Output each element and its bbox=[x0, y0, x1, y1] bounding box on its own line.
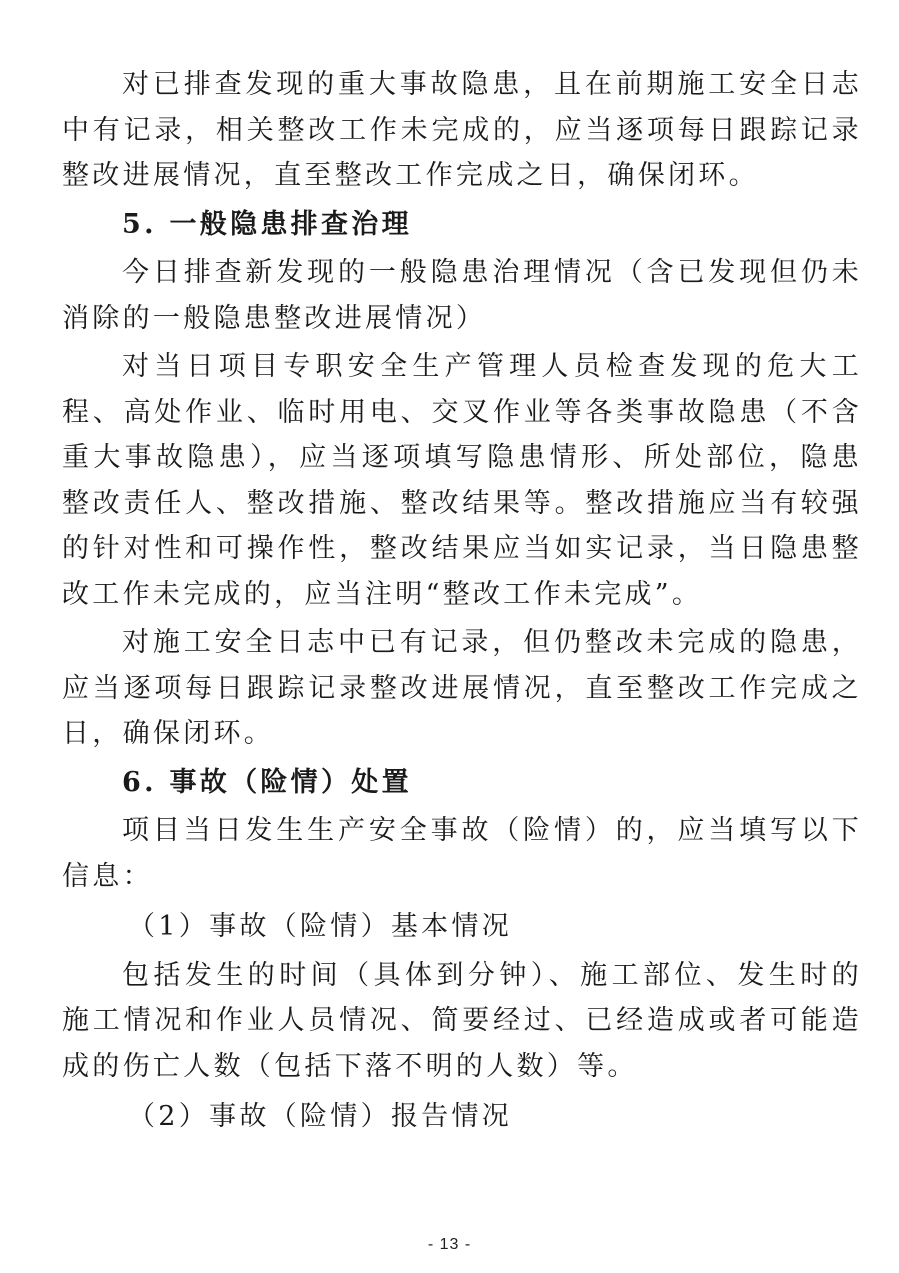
subheading-accident-basic-info: （1）事故（险情）基本情况 bbox=[128, 911, 513, 942]
subheading-accident-report: （2）事故（险情）报告情况 bbox=[128, 1101, 513, 1132]
paragraph-general-hazard-tracking: 对施工安全日志中已有记录，但仍整改未完成的隐患，应当逐项每日跟踪记录整改进展情况，直至整改工作完成之日，确保闭环。 bbox=[62, 627, 862, 749]
page-number: - 13 - bbox=[427, 1236, 472, 1253]
document-body bbox=[62, 62, 862, 1140]
paragraph-general-hazard-requirements: 对当日项目专职安全生产管理人员检查发现的危大工程、高处作业、临时用电、交叉作业等各类事故隐患（不含重大事故隐患），应当逐项填写隐患情形、所处部位，隐患整改责任人、整改措施、整改结果等。整改措施应当有较强的针对性和可操作性，整改结果应当如实记录，当日隐患整改工作未完成的，应当注明“整改工作未完成”。 bbox=[62, 351, 862, 610]
paragraph-general-hazard-status: 今日排查新发现的一般隐患治理情况（含已发现但仍未消除的一般隐患整改进展情况） bbox=[62, 257, 862, 334]
section-heading-accident-handling: 6. 事故（险情）处置 bbox=[122, 766, 412, 798]
paragraph-accident-info: 项目当日发生生产安全事故（险情）的，应当填写以下信息： bbox=[62, 815, 862, 892]
paragraph-major-hazard-tracking: 对已排查发现的重大事故隐患，且在前期施工安全日志中有记录，相关整改工作未完成的，应当逐项每日跟踪记录整改进展情况，直至整改工作完成之日，确保闭环。 bbox=[62, 69, 862, 191]
paragraph-accident-basic-details: 包括发生的时间（具体到分钟）、施工部位、发生时的施工情况和作业人员情况、简要经过、已经造成或者可能造成的伤亡人数（包括下落不明的人数）等。 bbox=[62, 959, 862, 1082]
section-heading-general-hazards: 5. 一般隐患排查治理 bbox=[122, 208, 412, 240]
